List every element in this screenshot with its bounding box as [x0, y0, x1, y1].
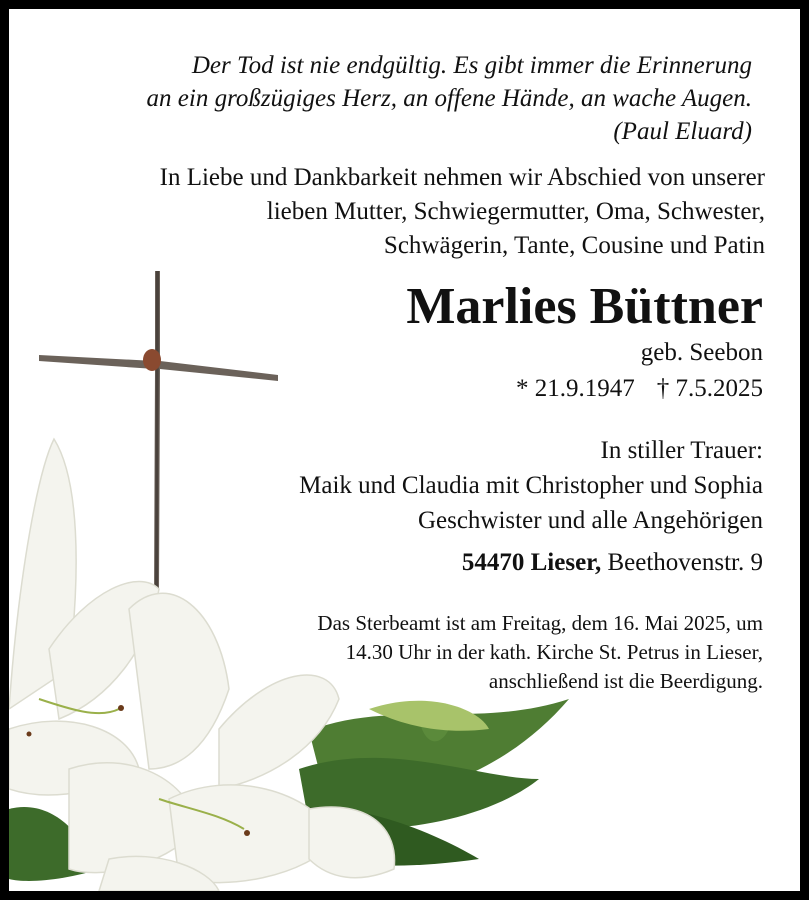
service-info [317, 609, 763, 696]
service-line: 14.30 Uhr in der kath. Kirche St. Petrus in Lieser, [345, 640, 763, 664]
quote-line: Der Tod ist nie endgültig. Es gibt immer die Erinnerung [191, 52, 752, 79]
intro-line: Schwägerin, Tante, Cousine und Patin [383, 232, 765, 259]
mourners-line: Geschwister und alle Angehörigen [417, 507, 763, 534]
birth-date: * 21.9.1947 [516, 375, 635, 402]
death-date: † 7.5.2025 [656, 375, 763, 402]
address-street: Beethovenstr. 9 [607, 549, 763, 576]
mourners-block [299, 433, 763, 538]
mourners-line: In stiller Trauer: [600, 437, 763, 464]
maiden-name: geb. Seebon [640, 339, 763, 366]
intro-text [160, 161, 765, 263]
quote-line: an ein großzügiges Herz, an offene Hände, an wache Augen. [146, 85, 752, 112]
obituary-card [9, 9, 800, 891]
address [462, 549, 763, 577]
life-dates [516, 375, 763, 403]
mourners-line: Maik und Claudia mit Christopher und Sophia [299, 472, 763, 499]
intro-line: lieben Mutter, Schwiegermutter, Oma, Schwester, [266, 198, 765, 225]
address-place: 54470 Lieser, [461, 549, 602, 576]
service-line: anschließend ist die Beerdigung. [488, 669, 763, 693]
intro-line: In Liebe und Dankbarkeit nehmen wir Abschied von unserer [159, 164, 765, 191]
deceased-name: Marlies Büttner [406, 278, 763, 335]
quote-author: (Paul Eluard) [613, 118, 752, 145]
service-line: Das Sterbeamt ist am Freitag, dem 16. Mai 2025, um [317, 611, 763, 635]
quote-block [147, 49, 752, 148]
